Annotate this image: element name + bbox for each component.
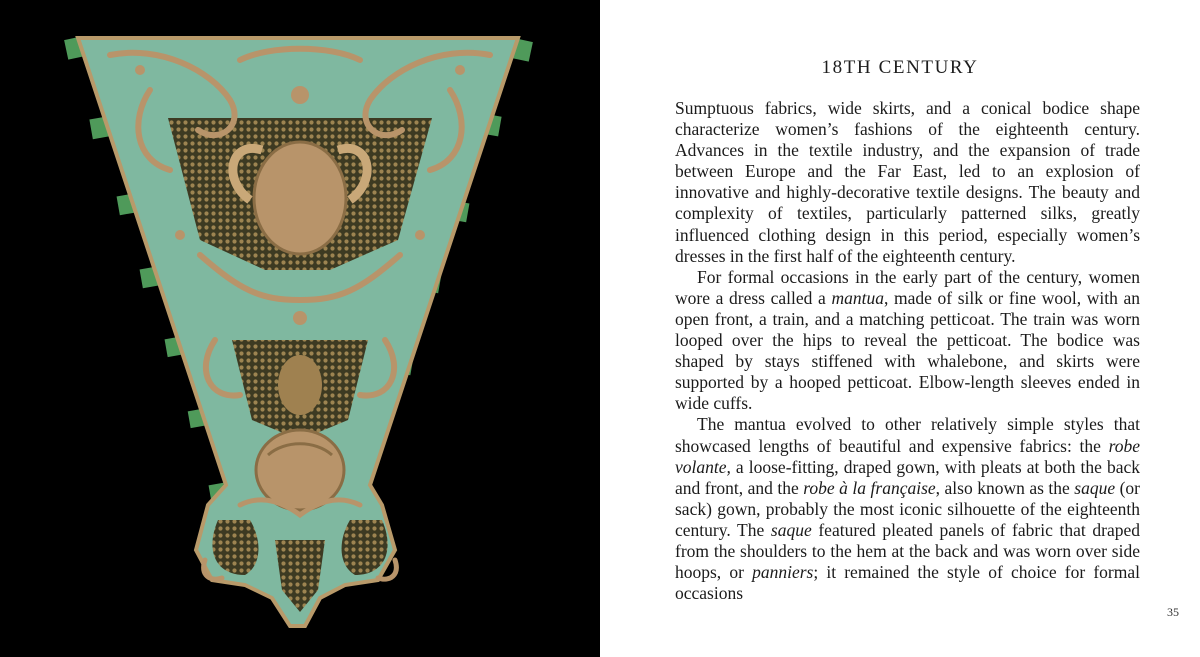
- text-run: , also known as the: [935, 477, 1075, 498]
- paragraph: [675, 414, 1140, 604]
- chapter-heading: 18TH CENTURY: [821, 57, 979, 78]
- text-run: (or sack) gown, probably the most iconic silhouette of the eighteenth century. The: [675, 477, 1140, 540]
- text-page: [600, 0, 1200, 657]
- text-run: featured pleated panels of fabric that draped from the shoulders to the hem at the back and was worn over side hoops, or: [675, 519, 1140, 583]
- paragraph: [675, 267, 1140, 415]
- text-run: For formal occasions in the early part of the century, women wore a dress called a: [675, 266, 1140, 308]
- paragraph: [675, 98, 1140, 267]
- italic-term: robe volante,: [675, 435, 1140, 477]
- page-number: 35: [1167, 605, 1179, 619]
- italic-term: robe à la française: [803, 477, 936, 498]
- text-run: The mantua evolved to other relatively simple styles that showcased lengths of beautiful and expensive fabrics: the: [675, 414, 1140, 456]
- italic-term: saque: [1074, 477, 1116, 498]
- italic-term: panniers: [752, 562, 814, 583]
- text-run: ; it remained the style of choice for formal occasions: [675, 562, 1140, 604]
- text-run: a loose-fitting, draped gown, with pleats at both the back and front, and the: [675, 456, 1140, 498]
- text-run: Sumptuous fabrics, wide skirts, and a conical bodice shape characterize women’s fashions of the eighteenth century. Advances in the textile industry, and the expansion of trade between Europe and the Far East, led to an explosion of innovative and highly-decorative textile designs. The beauty and complexity of textiles, particularly patterned silks, greatly influenced clothing design in this period, especially women’s dresses in the first half of the eighteenth century.: [675, 98, 1140, 266]
- italic-term: mantua: [831, 287, 884, 308]
- italic-term: saque: [770, 519, 812, 540]
- body-text: [675, 98, 1140, 604]
- text-run: , made of silk or fine wool, with an open front, a train, and a matching petticoat. The train was worn looped over the hips to reveal the petticoat. The bodice was shaped by stays stiffened with whalebone, and skirts were supported by a hooped petticoat. Elbow-length sleeves ended in wide cuffs.: [675, 287, 1140, 414]
